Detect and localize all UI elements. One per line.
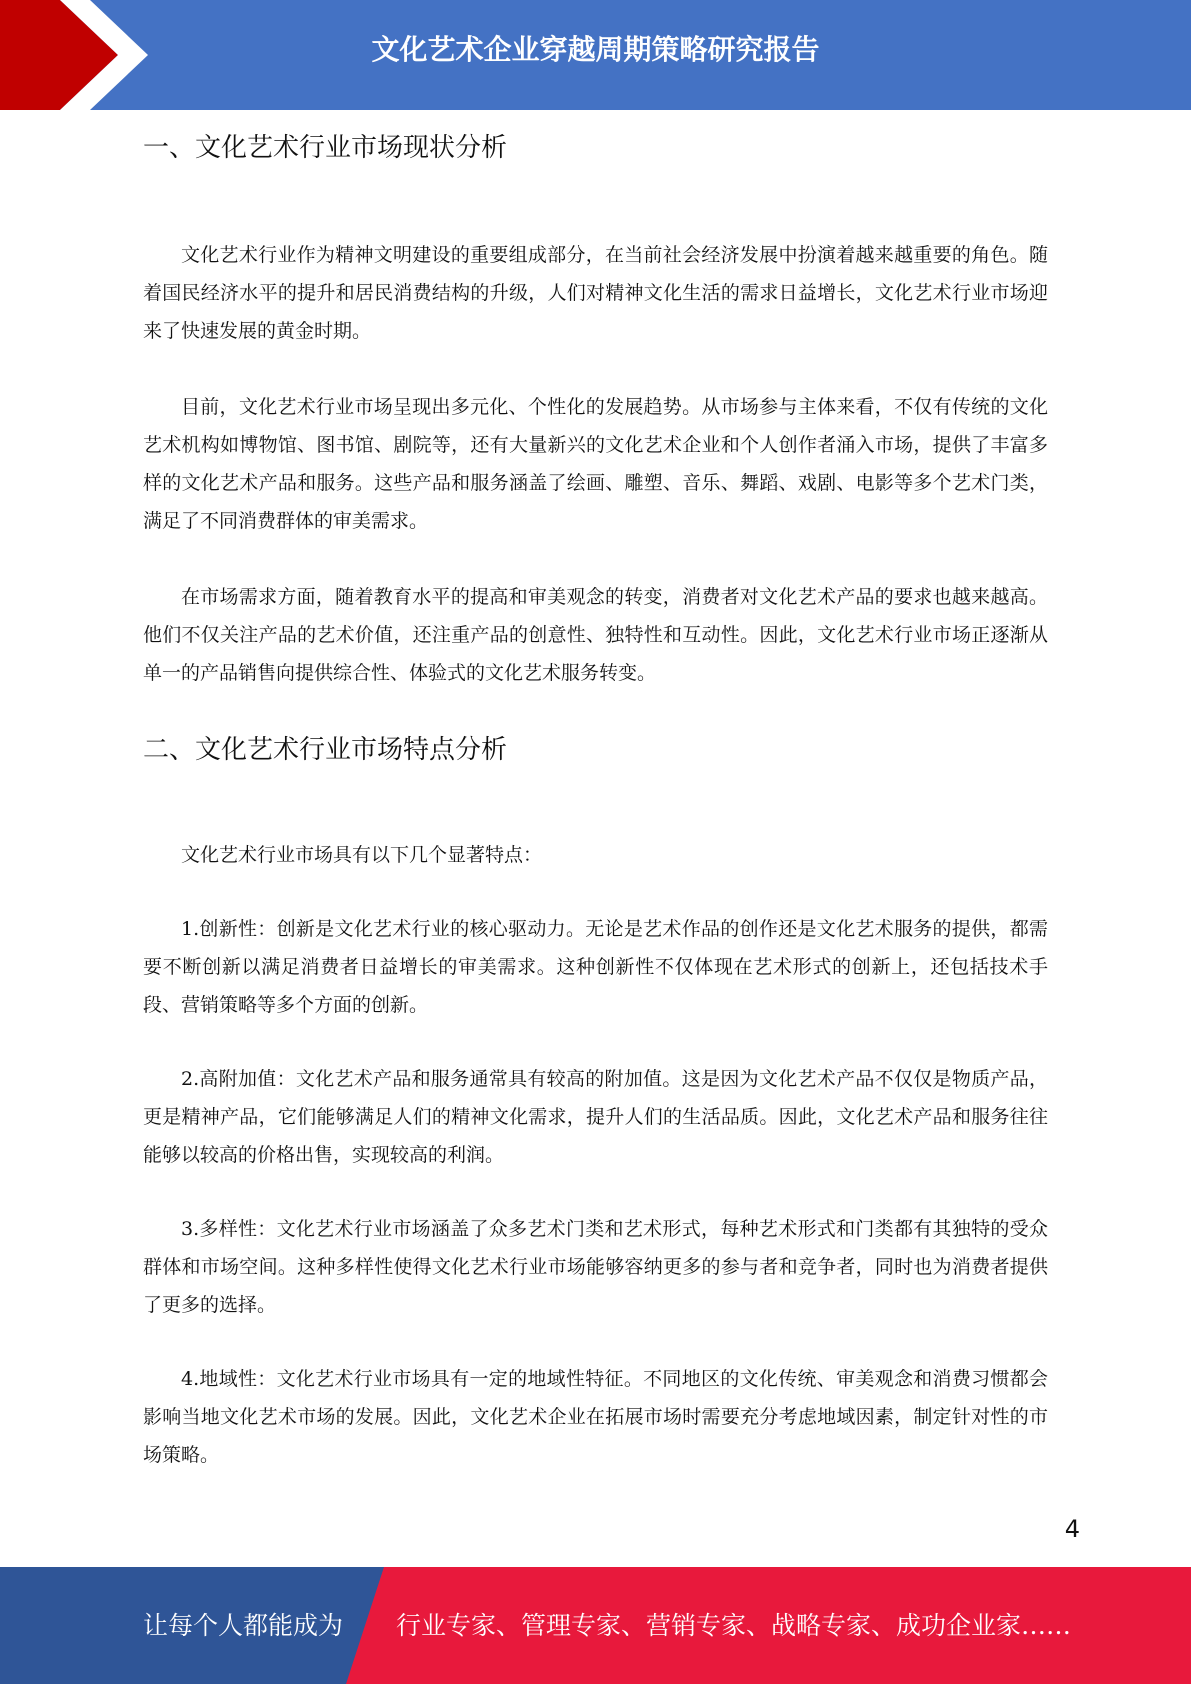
paragraph: 2.高附加值：文化艺术产品和服务通常具有较高的附加值。这是因为文化艺术产品不仅仅是物质产品，更是精神产品，它们能够满足人们的精神文化需求，提升人们的生活品质。因此，文化艺术产品和服务往往能够以较高的价格出售，实现较高的利润。	[143, 1068, 1048, 1166]
paragraph: 文化艺术行业作为精神文明建设的重要组成部分，在当前社会经济发展中扮演着越来越重要的角色。随着国民经济水平的提升和居民消费结构的升级，人们对精神文化生活的需求日益增长，文化艺术行业市场迎来了快速发展的黄金时期。	[143, 244, 1048, 342]
paragraph: 在市场需求方面，随着教育水平的提高和审美观念的转变，消费者对文化艺术产品的要求也越来越高。他们不仅关注产品的艺术价值，还注重产品的创意性、独特性和互动性。因此，文化艺术行业市场正逐渐从单一的产品销售向提供综合性、体验式的文化艺术服务转变。	[143, 586, 1048, 684]
page-header	[0, 0, 1191, 110]
paragraph: 4.地域性：文化艺术行业市场具有一定的地域性特征。不同地区的文化传统、审美观念和消费习惯都会影响当地文化艺术市场的发展。因此，文化艺术企业在拓展市场时需要充分考虑地域因素，制定针对性的市场策略。	[143, 1368, 1048, 1466]
paragraph: 目前，文化艺术行业市场呈现出多元化、个性化的发展趋势。从市场参与主体来看，不仅有传统的文化艺术机构如博物馆、图书馆、剧院等，还有大量新兴的文化艺术企业和个人创作者涌入市场，提供了丰富多样的文化艺术产品和服务。这些产品和服务涵盖了绘画、雕塑、音乐、舞蹈、戏剧、电影等多个艺术门类，满足了不同消费群体的审美需求。	[143, 396, 1048, 532]
paragraph: 3.多样性：文化艺术行业市场涵盖了众多艺术门类和艺术形式，每种艺术形式和门类都有其独特的受众群体和市场空间。这种多样性使得文化艺术行业市场能够容纳更多的参与者和竞争者，同时也为消费者提供了更多的选择。	[143, 1218, 1048, 1316]
section-heading: 二、文化艺术行业市场特点分析	[143, 735, 508, 765]
footer-slogan-right: 行业专家、管理专家、营销专家、战略专家、成功企业家……	[396, 1611, 1072, 1640]
report-title: 文化艺术企业穿越周期策略研究报告	[371, 33, 820, 66]
paragraph: 文化艺术行业市场具有以下几个显著特点：	[181, 844, 543, 866]
page-number: 4	[1064, 1515, 1080, 1543]
section-market-features	[143, 732, 1048, 1474]
footer-slogan-left: 让每个人都能成为	[143, 1611, 344, 1640]
document-body	[143, 118, 1048, 1474]
page-footer	[0, 1567, 1191, 1684]
section-heading: 一、文化艺术行业市场现状分析	[143, 133, 508, 163]
section-market-status	[143, 130, 1048, 692]
paragraph: 1.创新性：创新是文化艺术行业的核心驱动力。无论是艺术作品的创作还是文化艺术服务的提供，都需要不断创新以满足消费者日益增长的审美需求。这种创新性不仅体现在艺术形式的创新上，还包括技术手段、营销策略等多个方面的创新。	[143, 918, 1048, 1016]
